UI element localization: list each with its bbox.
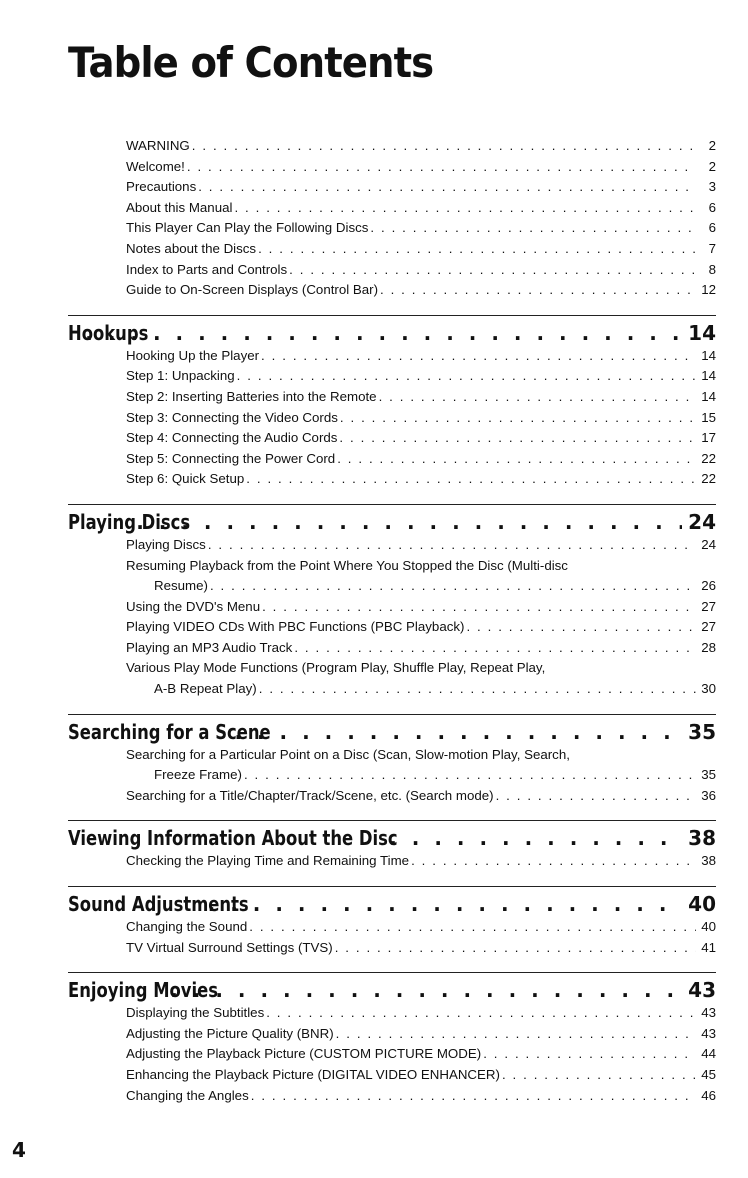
section-title: Searching for a Scene <box>68 719 271 744</box>
dot-leader <box>294 638 696 659</box>
entry-title: Step 5: Connecting the Power Cord <box>126 450 336 466</box>
entry-page: 44 <box>701 1046 716 1062</box>
toc-entry <box>126 387 716 408</box>
entry-title: Using the DVD's Menu <box>126 598 261 614</box>
section-title: Viewing Information About the Disc <box>68 826 398 851</box>
section-title: Enjoying Movies <box>68 978 218 1003</box>
dot-leader <box>261 346 696 367</box>
entry-page: 17 <box>701 430 716 446</box>
entry-title-continued: Resume) <box>154 578 208 594</box>
entry-page: 14 <box>701 368 716 384</box>
entry-page: 22 <box>701 471 716 487</box>
dot-leader <box>192 136 696 157</box>
entry-title: Searching for a Title/Chapter/Track/Scene, etc. (Search mode) <box>126 787 494 803</box>
entry-page: 8 <box>708 261 716 277</box>
dot-leader <box>237 366 696 387</box>
toc-entry <box>126 658 716 699</box>
toc-entry <box>126 1086 716 1107</box>
dot-leader <box>370 218 696 239</box>
entry-page: 36 <box>701 787 716 803</box>
toc-entry <box>126 177 716 198</box>
dot-leader <box>411 851 696 872</box>
toc-entry <box>126 938 716 959</box>
section-title: Playing Discs <box>68 509 191 534</box>
section-page: 40 <box>688 892 716 917</box>
entry-page: 35 <box>701 767 716 783</box>
entry-page: 26 <box>701 578 716 594</box>
section-heading <box>68 320 716 346</box>
entry-page: 46 <box>701 1087 716 1103</box>
entry-title: Step 1: Unpacking <box>126 368 235 384</box>
toc-section <box>68 886 716 958</box>
dot-leader <box>234 719 682 745</box>
dot-leader <box>289 260 696 281</box>
entry-page: 15 <box>701 409 716 425</box>
toc-entry <box>126 1024 716 1045</box>
toc-entry <box>126 449 716 470</box>
section-title: Sound Adjustments <box>68 892 249 917</box>
entry-page: 27 <box>701 598 716 614</box>
dot-leader <box>249 917 696 938</box>
dot-leader <box>496 786 696 807</box>
dot-leader <box>251 1086 696 1107</box>
dot-leader <box>379 387 696 408</box>
toc-section <box>68 504 716 700</box>
dot-leader <box>336 1024 696 1045</box>
entry-title: Adjusting the Picture Quality (BNR) <box>126 1025 334 1041</box>
toc-entry <box>126 917 716 938</box>
entry-title: Adjusting the Playback Picture (CUSTOM PICTURE MODE) <box>126 1046 482 1062</box>
toc-entry <box>126 1044 716 1065</box>
toc-entry <box>126 469 716 490</box>
entry-page: 12 <box>701 282 716 298</box>
dot-leader <box>337 449 696 470</box>
dot-leader <box>483 1044 696 1065</box>
entry-continuation <box>154 679 716 700</box>
entry-page: 40 <box>701 919 716 935</box>
section-page: 43 <box>688 978 716 1003</box>
dot-leader <box>198 177 696 198</box>
dot-leader <box>244 765 696 786</box>
entry-title: Resuming Playback from the Point Where You Stopped the Disc (Multi-disc <box>126 557 568 573</box>
entry-title: Playing VIDEO CDs With PBC Functions (PBC Playback) <box>126 619 465 635</box>
entry-title-continued: A-B Repeat Play) <box>154 681 257 697</box>
dot-leader <box>170 977 682 1003</box>
entry-title: Various Play Mode Functions (Program Play, Shuffle Play, Repeat Play, <box>126 660 546 676</box>
page-number: 4 <box>12 1138 26 1162</box>
entry-page: 43 <box>701 1005 716 1021</box>
dot-leader <box>187 157 696 178</box>
dot-leader <box>335 938 696 959</box>
section-page: 35 <box>688 719 716 744</box>
entry-page: 43 <box>701 1025 716 1041</box>
entry-page: 30 <box>701 681 716 697</box>
section-heading <box>68 977 716 1003</box>
dot-leader <box>339 428 696 449</box>
entry-title: Precautions <box>126 179 197 195</box>
toc-section <box>68 714 716 807</box>
entry-title: Welcome! <box>126 158 185 174</box>
section-page: 24 <box>688 509 716 534</box>
dot-leader <box>208 891 683 917</box>
section-heading <box>68 891 716 917</box>
toc-entry <box>126 198 716 219</box>
dot-leader <box>259 679 696 700</box>
toc-entry <box>126 638 716 659</box>
toc-entry <box>126 745 716 786</box>
section-page: 14 <box>688 320 716 345</box>
toc-entry <box>126 1003 716 1024</box>
toc-entry <box>126 280 716 301</box>
entry-page: 6 <box>708 220 716 236</box>
entry-page: 22 <box>701 450 716 466</box>
entry-page: 27 <box>701 619 716 635</box>
toc-entry <box>126 851 716 872</box>
toc-entry <box>126 239 716 260</box>
dot-leader <box>380 280 696 301</box>
entry-continuation <box>154 576 716 597</box>
toc-section <box>68 820 716 872</box>
toc-section <box>68 972 716 1106</box>
entry-title: Enhancing the Playback Picture (DIGITAL VIDEO ENHANCER) <box>126 1067 500 1082</box>
entry-title: Playing an MP3 Audio Track <box>126 639 293 655</box>
entry-title: WARNING <box>126 138 190 153</box>
entry-page: 45 <box>701 1067 716 1082</box>
toc-entry <box>126 408 716 429</box>
entry-page: 24 <box>701 536 716 552</box>
entry-page: 7 <box>708 240 716 256</box>
entry-title: Searching for a Particular Point on a Disc (Scan, Slow-motion Play, Search, <box>126 746 570 762</box>
entry-title: Step 2: Inserting Batteries into the Remote <box>126 388 377 404</box>
entry-page: 41 <box>701 939 716 955</box>
entry-title: TV Virtual Surround Settings (TVS) <box>126 939 333 955</box>
dot-leader <box>266 1003 696 1024</box>
dot-leader <box>208 535 696 556</box>
dot-leader <box>389 825 682 851</box>
entry-title: Step 3: Connecting the Video Cords <box>126 409 338 425</box>
section-page: 38 <box>688 826 716 851</box>
dot-leader <box>210 576 696 597</box>
section-heading <box>68 719 716 745</box>
dot-leader <box>234 198 696 219</box>
dot-leader <box>466 617 696 638</box>
toc-entry <box>126 1065 716 1086</box>
entry-page: 6 <box>708 199 716 215</box>
toc-entry <box>126 556 716 597</box>
table-of-contents <box>68 136 716 1106</box>
entry-title: Displaying the Subtitles <box>126 1005 265 1021</box>
dot-leader <box>246 469 696 490</box>
section-title: Hookups <box>68 320 149 345</box>
toc-entry <box>126 366 716 387</box>
toc-entry <box>126 617 716 638</box>
entry-title: Step 6: Quick Setup <box>126 471 245 487</box>
toc-entry <box>126 597 716 618</box>
entry-title: Checking the Playing Time and Remaining Time <box>126 853 410 869</box>
section-heading <box>68 509 716 535</box>
entry-title: Changing the Sound <box>126 919 248 935</box>
dot-leader <box>136 509 682 535</box>
entry-title: About this Manual <box>126 199 233 215</box>
entry-title: Step 4: Connecting the Audio Cords <box>126 430 338 446</box>
dot-leader <box>340 408 696 429</box>
toc-entry <box>126 260 716 281</box>
page-title: Table of Contents <box>68 38 434 87</box>
entry-page: 38 <box>701 853 716 869</box>
entry-title-continued: Freeze Frame) <box>154 767 242 783</box>
section-heading <box>68 825 716 851</box>
entry-title: Guide to On-Screen Displays (Control Bar) <box>126 282 378 298</box>
entry-page: 2 <box>708 138 716 153</box>
entry-title: Playing Discs <box>126 536 206 552</box>
toc-entry <box>126 786 716 807</box>
toc-entry <box>126 428 716 449</box>
entry-continuation <box>154 765 716 786</box>
dot-leader <box>262 597 696 618</box>
toc-entry <box>126 136 716 157</box>
toc-entry <box>126 535 716 556</box>
entry-title: Index to Parts and Controls <box>126 261 288 277</box>
entry-title: Notes about the Discs <box>126 240 257 256</box>
toc-entry <box>126 157 716 178</box>
intro-entries <box>68 136 716 301</box>
toc-section <box>68 315 716 490</box>
entry-title: Changing the Angles <box>126 1087 249 1103</box>
entry-page: 14 <box>701 347 716 363</box>
entry-page: 2 <box>708 158 716 174</box>
entry-title: This Player Can Play the Following Discs <box>126 220 369 236</box>
dot-leader <box>85 320 682 346</box>
dot-leader <box>258 239 696 260</box>
entry-page: 3 <box>708 179 716 195</box>
entry-page: 14 <box>701 388 716 404</box>
toc-entry <box>126 346 716 367</box>
toc-entry <box>126 218 716 239</box>
entry-title: Hooking Up the Player <box>126 347 260 363</box>
dot-leader <box>502 1065 696 1086</box>
entry-page: 28 <box>701 639 716 655</box>
